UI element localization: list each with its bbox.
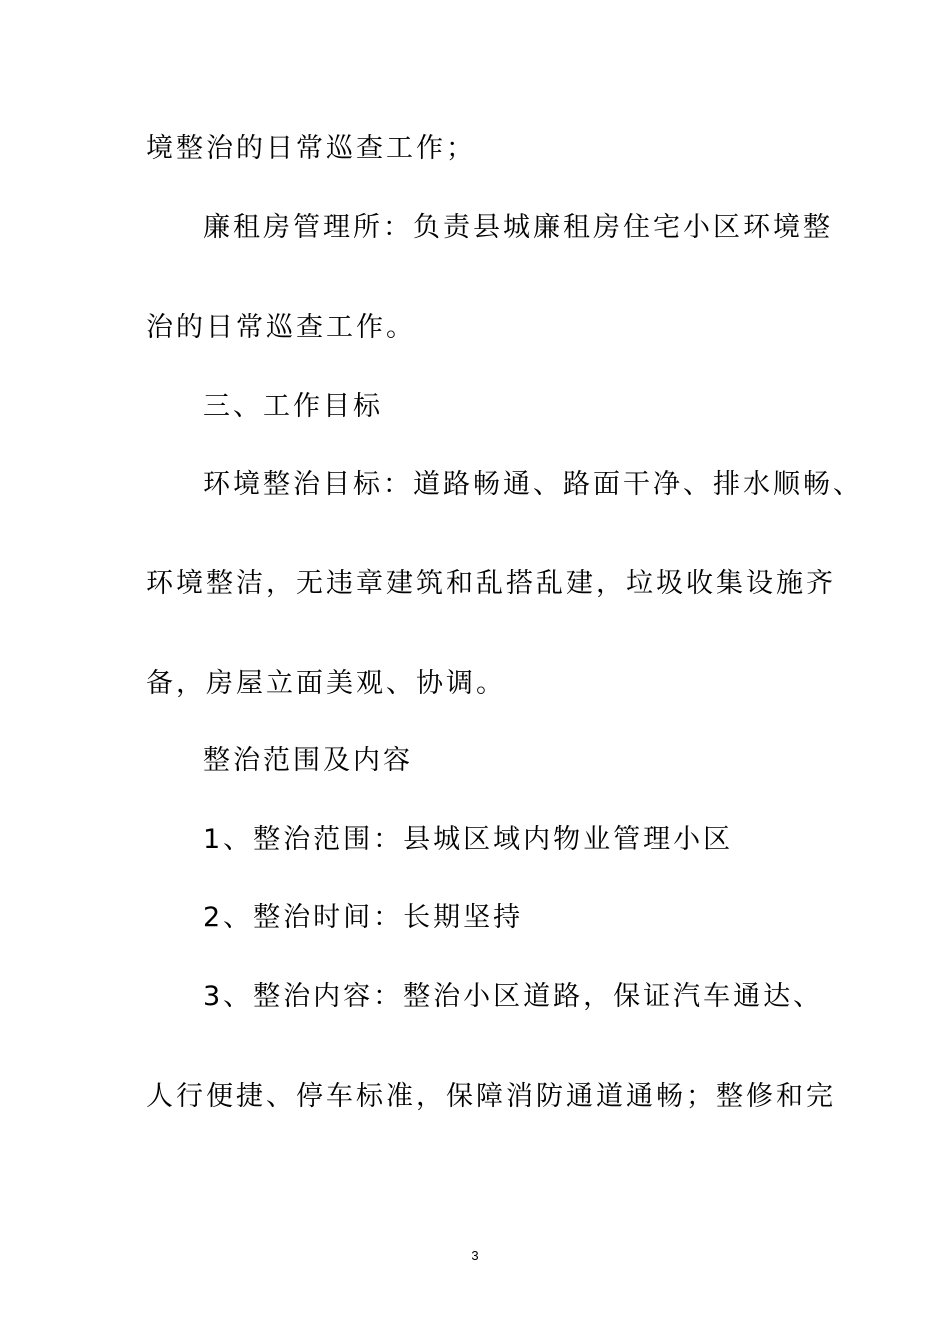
list-item: 3、整治内容：整治小区道路，保证汽车通达、: [203, 981, 824, 1012]
paragraph-line: 备，房屋立面美观、协调。: [146, 668, 506, 699]
list-item: 1、整治范围：县城区域内物业管理小区: [203, 824, 734, 855]
subsection-heading: 整治范围及内容: [203, 745, 413, 776]
paragraph-line: 环境整治目标：道路畅通、路面干净、排水顺畅、: [203, 469, 863, 500]
paragraph-line: 环境整洁，无违章建筑和乱搭乱建，垃圾收集设施齐: [146, 568, 836, 599]
paragraph-line: 治的日常巡查工作。: [146, 312, 416, 343]
paragraph-line: 廉租房管理所：负责县城廉租房住宅小区环境整: [203, 212, 833, 243]
list-item: 2、整治时间：长期坚持: [203, 902, 524, 933]
paragraph-line: 人行便捷、停车标准，保障消防通道通畅；整修和完: [146, 1081, 836, 1112]
page-number: 3: [471, 1248, 479, 1263]
section-heading: 三、工作目标: [203, 391, 383, 422]
paragraph-line: 境整治的日常巡查工作；: [146, 133, 476, 164]
